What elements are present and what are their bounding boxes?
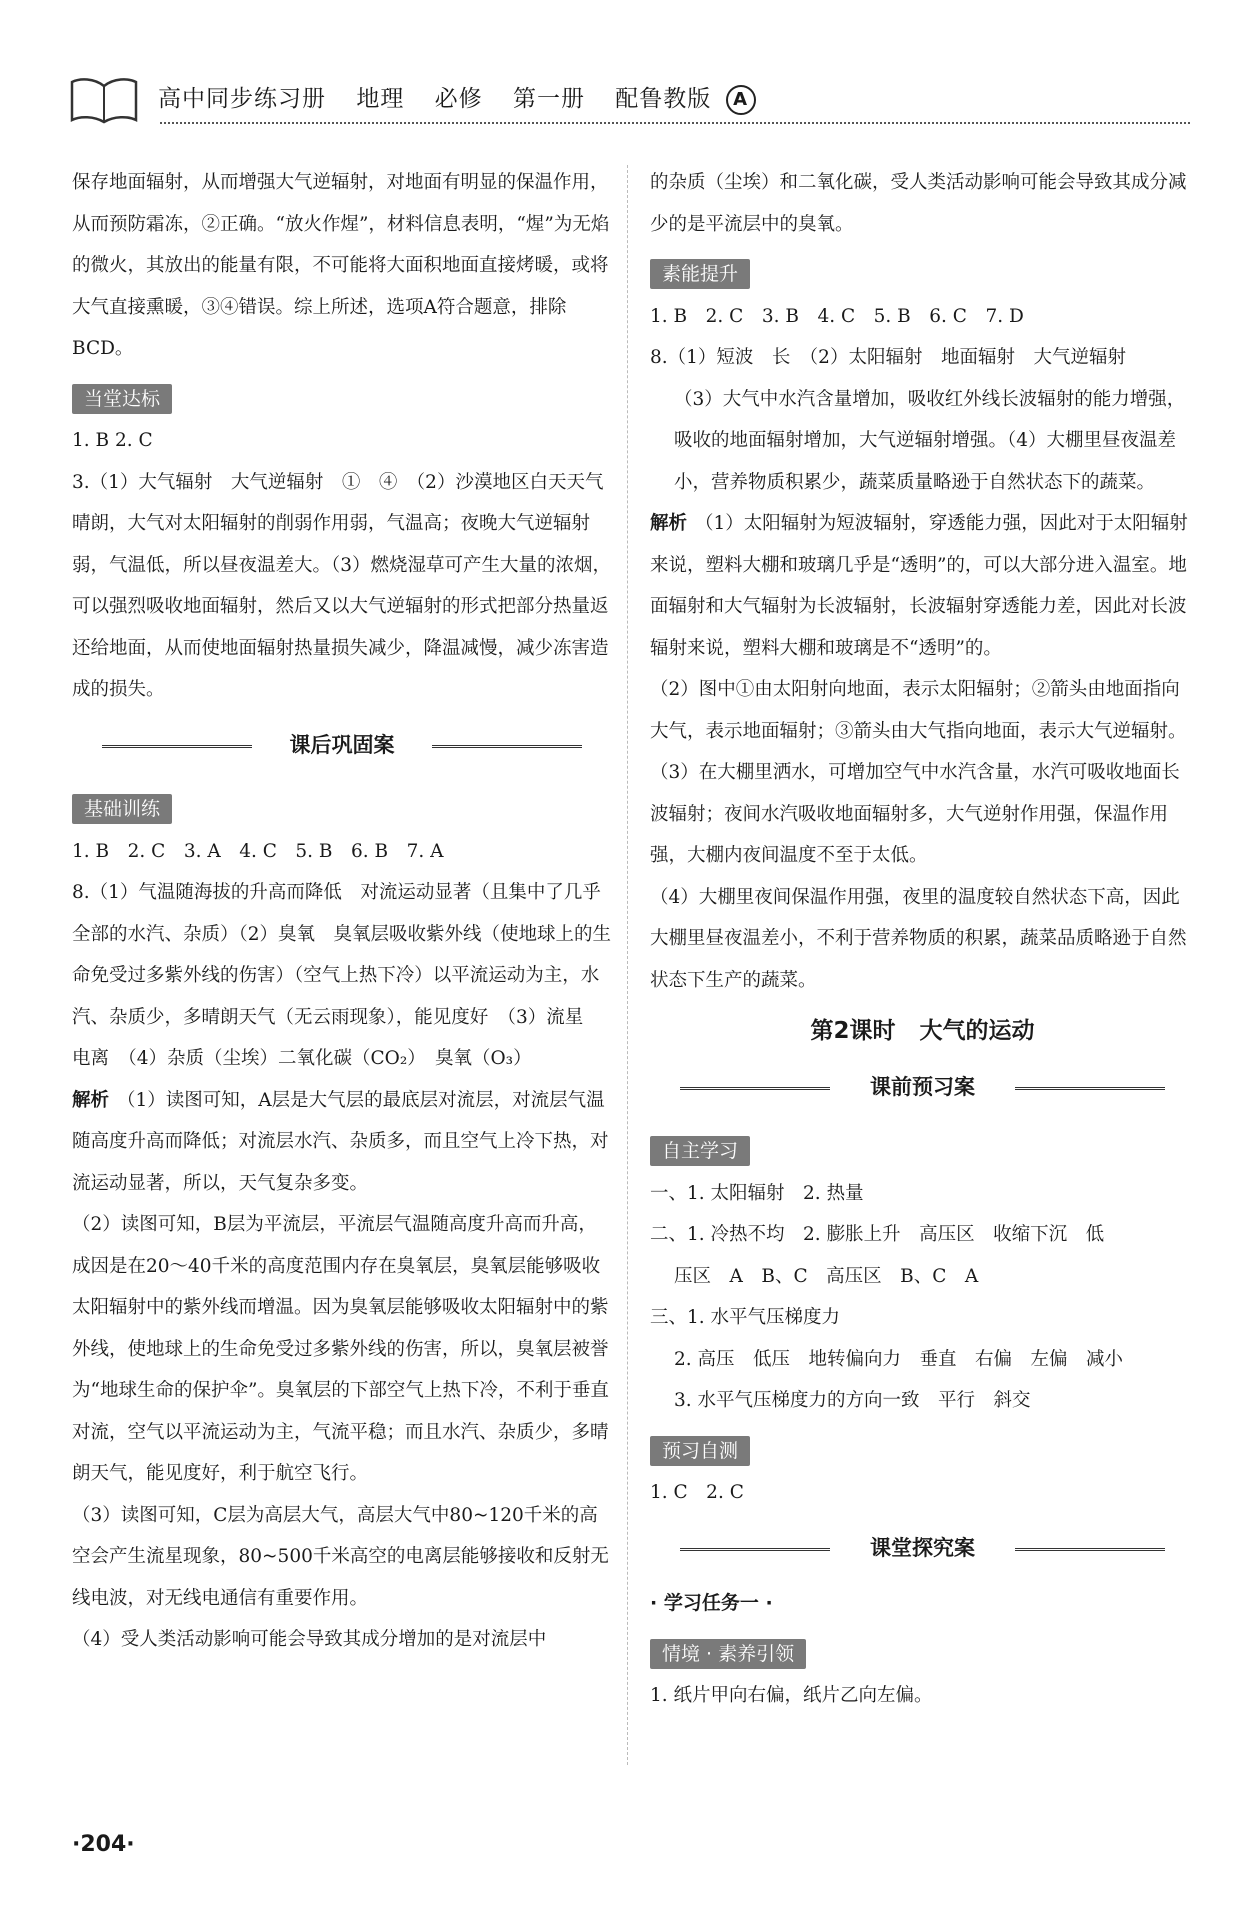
- lesson-title: 大气的运动: [919, 1018, 1035, 1044]
- right-paragraph-continued: 的杂质（尘埃）和二氧化碳，受人类活动影响可能会导致其成分减少的是平流层中的臭氧。: [650, 172, 1187, 235]
- lesson-heading: [650, 1011, 1195, 1053]
- answers-yuxi: 1. C 2. C: [650, 1482, 744, 1503]
- study-2b: 压区 A B、C 高压区 B、C A: [674, 1265, 979, 1287]
- page-number: ·204·: [72, 1832, 135, 1857]
- page-header: [68, 70, 1190, 130]
- section-tag-yuxi: 预习自测: [650, 1436, 750, 1466]
- band-kehou: 课后巩固案: [72, 725, 612, 767]
- header-volume: 第一册: [512, 86, 585, 112]
- jiexi-2: （2）图中①由太阳射向地面，表示太阳辐射；②箭头由地面指向大气，表示地面辐射；③箭头由大气指向地面，表示大气逆辐射。: [650, 679, 1187, 742]
- header-edition: 配鲁教版: [615, 86, 712, 112]
- study-3a: 三、1. 水平气压梯度力: [650, 1307, 841, 1328]
- section-tag-dangtang: 当堂达标: [72, 384, 172, 414]
- section-tag-jichu: 基础训练: [72, 794, 172, 824]
- left-column: [72, 162, 612, 1661]
- study-2a: 二、1. 冷热不均 2. 膨胀上升 高压区 收缩下沉 低: [650, 1224, 1105, 1245]
- study-1: 一、1. 太阳辐射 2. 热量: [650, 1182, 864, 1204]
- answer-q8: 8.（1）气温随海拔的升高而降低 对流运动显著（且集中了几乎全部的水汽、杂质）（2）臭氧 臭氧层吸收紫外线（使地球上的生命免受过多紫外线的伤害）（空气上热下冷）以平流运动为主，水汽、杂质少，多晴朗天气（无云雨现象），能见度好 （3）流星 电离 （4）杂质（尘埃）二氧化碳（CO₂） 臭氧（O₃）: [72, 882, 612, 1069]
- section-tag-zizhu: 自主学习: [650, 1136, 750, 1166]
- band-ketang: 课堂探究案: [650, 1528, 1195, 1570]
- header-type: 必修: [434, 86, 483, 112]
- header-title: [158, 80, 778, 115]
- study-3b: 2. 高压 低压 地转偏向力 垂直 右偏 左偏 减小: [674, 1348, 1124, 1370]
- answers-suneng: 1. B 2. C 3. B 4. C 5. B 6. C 7. D: [650, 305, 1024, 327]
- answer-q3: 3.（1）大气辐射 大气逆辐射 ① ④ （2）沙漠地区白天天气晴朗，大气对太阳辐射的削弱作用弱，气温高；夜晚大气逆辐射弱，气温低，所以昼夜温差大。（3）燃烧湿草可产生大量的浓烟，可以强烈吸收地面辐射，然后又以大气逆辐射的形式把部分热量返还给地面，从而使地面辐射热量损失减少，降温减慢，减少冻害造成的损失。: [72, 471, 612, 700]
- jiexi-label: 解析: [650, 513, 688, 534]
- lesson-number: 第2课时: [810, 1018, 896, 1044]
- section-tag-qingjing: 情境 · 素养引领: [650, 1639, 806, 1669]
- header-rule: [160, 122, 1190, 124]
- answer-q8a: 8.（1）短波 长 （2）太阳辐射 地面辐射 大气逆辐射: [650, 347, 1126, 368]
- task-heading: · 学习任务一 ·: [650, 1592, 773, 1614]
- jiexi-3: （3）在大棚里洒水，可增加空气中水汽含量，水汽可吸收地面长波辐射；夜间水汽吸收地面辐射多，大气逆射作用强，保温作用强，大棚内夜间温度不至于太低。: [650, 762, 1180, 866]
- answer-q8b: （3）大气中水汽含量增加，吸收红外线长波辐射的能力增强，吸收的地面辐射增加，大气逆辐射增强。（4）大棚里昼夜温差小，营养物质积累少，蔬菜质量略逊于自然状态下的蔬菜。: [674, 388, 1186, 493]
- open-book-icon: [68, 76, 140, 126]
- jiexi-1: （1）太阳辐射为短波辐射，穿透能力强，因此对于太阳辐射来说，塑料大棚和玻璃几乎是“透明”的，可以大部分进入温室。地面辐射和大气辐射为长波辐射，长波辐射穿透能力差，因此对长波辐射来说，塑料大棚和玻璃是不“透明”的。: [650, 513, 1188, 659]
- header-subject: 地理: [356, 86, 405, 112]
- jiexi-2: （2）读图可知，B层为平流层，平流层气温随高度升高而升高，成因是在20～40千米的高度范围内存在臭氧层，臭氧层能够吸收太阳辐射中的紫外线而增温。因为臭氧层能够吸收太阳辐射中的紫外线，使地球上的生命免受过多紫外线的伤害，所以，臭氧层被誉为“地球生命的保护伞”。臭氧层的下部空气上热下冷，不利于垂直对流，空气以平流运动为主，气流平稳；而且水汽、杂质少，多晴朗天气，能见度好，利于航空飞行。: [72, 1214, 609, 1484]
- edition-badge: A: [726, 85, 756, 115]
- right-column: [650, 162, 1195, 1717]
- jiexi-1: （1）读图可知，A层是大气层的最底层对流层，对流层气温随高度升高而降低；对流层水汽、杂质多，而且空气上冷下热，对流运动显著，所以，天气复杂多变。: [72, 1089, 609, 1194]
- jiexi-3: （3）读图可知，C层为高层大气，高层大气中80~120千米的高空会产生流星现象，80~500千米高空的电离层能够接收和反射无线电波，对无线电通信有重要作用。: [72, 1504, 609, 1609]
- jiexi-4: （4）大棚里夜间保温作用强，夜里的温度较自然状态下高，因此大棚里昼夜温差小，不利于营养物质的积累，蔬菜品质略逊于自然状态下生产的蔬菜。: [650, 886, 1187, 991]
- header-series: 高中同步练习册: [158, 86, 326, 112]
- answers-dangtang: 1. B 2. C: [72, 430, 153, 451]
- study-3c: 3. 水平气压梯度力的方向一致 平行 斜交: [674, 1390, 1031, 1411]
- band-keqian: 课前预习案: [650, 1067, 1195, 1109]
- jiexi-4: （4）受人类活动影响可能会导致其成分增加的是对流层中: [72, 1629, 547, 1650]
- answers-jichu: 1. B 2. C 3. A 4. C 5. B 6. B 7. A: [72, 840, 444, 862]
- answer-last: 1. 纸片甲向右偏，纸片乙向左偏。: [650, 1685, 933, 1706]
- column-divider: [627, 165, 628, 1765]
- section-tag-suneng: 素能提升: [650, 259, 750, 289]
- left-paragraph-continued: 保存地面辐射，从而增强大气逆辐射，对地面有明显的保温作用，从而预防霜冻，②正确。“放火作煋”，材料信息表明，“煋”为无焰的微火，其放出的能量有限，不可能将大面积地面直接烤暖，或将大气直接熏暖，③④错误。综上所述，选项A符合题意，排除BCD。: [72, 172, 610, 359]
- jiexi-label: 解析: [72, 1089, 110, 1111]
